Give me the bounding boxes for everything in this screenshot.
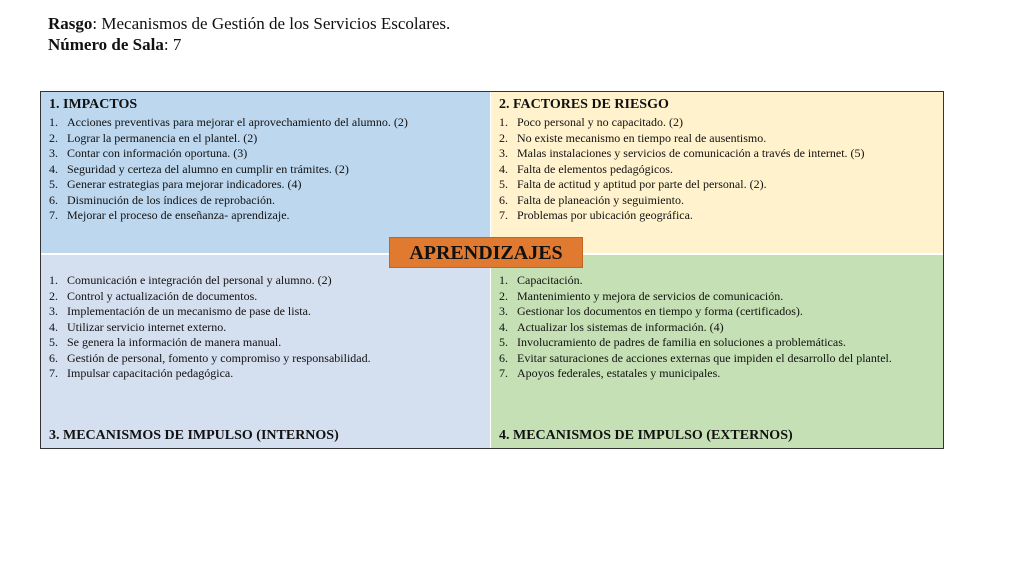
list-item-text: Lograr la permanencia en el plantel. (2) xyxy=(67,130,258,145)
list-item-number: 2. xyxy=(499,130,508,145)
quadrant-list xyxy=(49,115,482,224)
list-item-number: 6. xyxy=(49,350,58,365)
list-item xyxy=(499,304,935,320)
list-item xyxy=(49,366,482,382)
list-item-text: Comunicación e integración del personal y alumno. (2) xyxy=(67,273,332,287)
list-item xyxy=(49,351,482,367)
list-item xyxy=(49,193,482,209)
list-item xyxy=(49,289,482,305)
list-item-text: Gestionar los documentos en tiempo y forma (certificados). xyxy=(517,304,803,318)
list-item-text: Implementación de un mecanismo de pase de lista. xyxy=(67,304,311,318)
list-item-number: 7. xyxy=(499,208,508,222)
list-item xyxy=(499,208,935,224)
list-item-number: 2. xyxy=(49,288,58,303)
list-item xyxy=(49,208,482,224)
list-item xyxy=(49,162,482,178)
list-item xyxy=(499,289,935,305)
list-item xyxy=(499,131,935,147)
rasgo-line xyxy=(48,13,450,34)
list-item-text: Problemas por ubicación geográfica. xyxy=(517,208,693,222)
list-item-number: 7. xyxy=(49,208,58,222)
list-item xyxy=(49,146,482,162)
aprendizajes-badge: APRENDIZAJES xyxy=(389,237,583,268)
list-item-number: 7. xyxy=(49,366,58,380)
page-header xyxy=(48,13,450,55)
quadrant-impulso-externos xyxy=(491,255,943,448)
rasgo-value: : Mecanismos de Gestión de los Servicios Escolares. xyxy=(92,14,451,33)
list-item xyxy=(499,115,935,131)
quadrant-title: 1. IMPACTOS xyxy=(49,97,138,112)
list-item-number: 4. xyxy=(499,161,508,176)
list-item-text: Falta de planeación y seguimiento. xyxy=(517,192,684,207)
list-item-number: 1. xyxy=(49,115,58,129)
list-item-number: 7. xyxy=(499,366,508,380)
list-item-text: Capacitación. xyxy=(517,273,583,287)
quadrant-list xyxy=(49,273,482,382)
quadrant-title: 3. MECANISMOS DE IMPULSO (INTERNOS) xyxy=(49,428,339,443)
list-item-number: 3. xyxy=(49,146,58,160)
quadrant-grid xyxy=(40,91,944,449)
list-item-number: 6. xyxy=(49,192,58,207)
quadrant-title: 4. MECANISMOS DE IMPULSO (EXTERNOS) xyxy=(499,428,793,443)
sala-label: Número de Sala xyxy=(48,35,164,54)
quadrant-impulso-internos xyxy=(41,255,491,448)
list-item xyxy=(499,273,935,289)
list-item-text: Contar con información oportuna. (3) xyxy=(67,146,248,160)
list-item-number: 1. xyxy=(49,273,58,287)
list-item-text: Poco personal y no capacitado. (2) xyxy=(517,115,683,129)
list-item-number: 4. xyxy=(49,319,58,334)
list-item-text: No existe mecanismo en tiempo real de ausentismo. xyxy=(517,130,767,145)
list-item-text: Actualizar los sistemas de información. (4) xyxy=(517,319,724,334)
list-item xyxy=(49,320,482,336)
list-item-number: 2. xyxy=(499,288,508,303)
quadrant-list xyxy=(499,115,935,224)
list-item-number: 5. xyxy=(49,335,58,349)
list-item-text: Acciones preventivas para mejorar el aprovechamiento del alumno. (2) xyxy=(67,115,408,129)
list-item-text: Evitar saturaciones de acciones externas que impiden el desarrollo del plantel. xyxy=(517,350,892,365)
list-item-text: Falta de actitud y aptitud por parte del personal. (2). xyxy=(517,177,767,191)
list-item xyxy=(49,177,482,193)
list-item xyxy=(499,335,935,351)
quadrant-list xyxy=(499,273,935,382)
list-item-number: 3. xyxy=(499,146,508,160)
list-item-text: Mantenimiento y mejora de servicios de comunicación. xyxy=(517,288,784,303)
list-item-number: 5. xyxy=(499,177,508,191)
list-item-text: Mejorar el proceso de enseñanza- aprendizaje. xyxy=(67,208,290,222)
list-item-text: Seguridad y certeza del alumno en cumplir en trámites. (2) xyxy=(67,161,349,176)
list-item-number: 3. xyxy=(49,304,58,318)
list-item xyxy=(499,351,935,367)
list-item xyxy=(49,273,482,289)
list-item-number: 4. xyxy=(499,319,508,334)
list-item xyxy=(499,366,935,382)
list-item xyxy=(49,115,482,131)
list-item xyxy=(49,335,482,351)
list-item-number: 5. xyxy=(499,335,508,349)
list-item-number: 1. xyxy=(499,115,508,129)
list-item-text: Involucramiento de padres de familia en soluciones a problemáticas. xyxy=(517,335,846,349)
list-item xyxy=(49,131,482,147)
rasgo-label: Rasgo xyxy=(48,14,93,33)
list-item-number: 2. xyxy=(49,130,58,145)
list-item-text: Generar estrategias para mejorar indicadores. (4) xyxy=(67,177,302,191)
sala-value: : 7 xyxy=(163,35,182,54)
list-item-text: Gestión de personal, fomento y compromiso y responsabilidad. xyxy=(67,350,371,365)
list-item xyxy=(499,146,935,162)
list-item-text: Utilizar servicio internet externo. xyxy=(67,319,227,334)
list-item xyxy=(499,177,935,193)
list-item-number: 6. xyxy=(499,350,508,365)
list-item-text: Apoyos federales, estatales y municipales. xyxy=(517,366,721,380)
list-item xyxy=(499,162,935,178)
sala-line xyxy=(48,34,450,55)
list-item-number: 1. xyxy=(499,273,508,287)
quadrant-title: 2. FACTORES DE RIESGO xyxy=(499,97,669,112)
list-item xyxy=(499,193,935,209)
list-item-text: Impulsar capacitación pedagógica. xyxy=(67,366,234,380)
list-item xyxy=(49,304,482,320)
list-item-text: Malas instalaciones y servicios de comunicación a través de internet. (5) xyxy=(517,146,865,160)
list-item-text: Disminución de los índices de reprobación. xyxy=(67,192,275,207)
list-item-number: 4. xyxy=(49,161,58,176)
quadrant-factores-riesgo xyxy=(491,92,943,255)
list-item-number: 3. xyxy=(499,304,508,318)
list-item-text: Control y actualización de documentos. xyxy=(67,288,258,303)
list-item xyxy=(499,320,935,336)
quadrant-impactos xyxy=(41,92,491,255)
list-item-number: 5. xyxy=(49,177,58,191)
list-item-number: 6. xyxy=(499,192,508,207)
list-item-text: Se genera la información de manera manual. xyxy=(67,335,282,349)
list-item-text: Falta de elementos pedagógicos. xyxy=(517,161,673,176)
